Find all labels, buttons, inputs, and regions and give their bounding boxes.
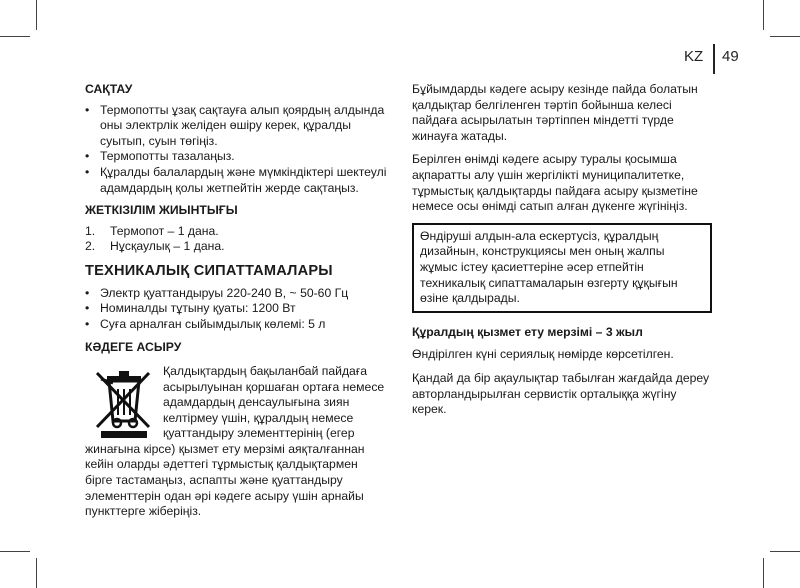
crop-mark <box>770 36 800 37</box>
list-item <box>85 239 387 255</box>
item-text: Нұсқаулық – 1 дана. <box>110 239 225 254</box>
crop-mark <box>0 36 30 37</box>
crop-mark <box>763 0 764 30</box>
language-code: KZ <box>684 48 704 65</box>
crossed-out-wheelie-bin-icon <box>91 367 155 439</box>
disposal-heading: КӘДЕГЕ АСЫРУ <box>85 340 182 355</box>
crop-mark <box>0 551 30 552</box>
crop-mark <box>36 0 37 30</box>
disposal-paragraph: Бұйымдарды кәдеге асыру кезінде пайда болатын қалдықтар белгіленген тәртіп бойынша келесі пайдаға асырылатын тәртіппен міндетті түрде жинауға жатады. <box>412 82 698 143</box>
kit-heading: ЖЕТКІЗІЛІМ ЖИЫНТЫҒЫ <box>85 203 238 218</box>
header-divider <box>713 44 715 74</box>
list-item: • Номиналды тұтыну қуаты: 1200 Вт <box>85 301 387 317</box>
list-item: • Термопотты ұзақ сақтауға алып қоярдың алдында оны электрлік желіден өшіру керек, құралды суытып, суын төгіңіз. <box>85 103 387 150</box>
list-item: • Құралды балалардың және мүмкіндіктері шектеулі адамдардың қолы жетпейтін жерде сақтаңыз. <box>85 165 387 196</box>
list-item: • Электр қуаттандыруы 220-240 В, ~ 50-60 Гц <box>85 286 387 302</box>
crop-mark <box>770 551 800 552</box>
crop-mark <box>763 558 764 588</box>
list-item: • Суға арналған сыйымдылық көлемі: 5 л <box>85 317 387 333</box>
item-number: 2. <box>85 239 96 254</box>
item-number: 1. <box>85 223 96 238</box>
service-center-paragraph: Қандай да бір ақаулықтар табылған жағдайда дереу авторландырылған сервистік орталыққа жүгіну керек. <box>412 370 710 417</box>
service-life-heading: Құралдың қызмет ету мерзімі – 3 жыл <box>412 324 643 339</box>
specs-list <box>85 286 387 333</box>
production-date-paragraph: Өндірілген күні сериялық нөмірде көрсетілген. <box>412 347 674 362</box>
list-item: • Термопотты тазалаңыз. <box>85 149 387 165</box>
disposal-section <box>85 364 387 520</box>
specs-heading: ТЕХНИКАЛЫҚ СИПАТТАМАЛАРЫ <box>85 262 333 279</box>
disposal-text: Қалдықтардың бақыланбай пайдаға асырылуынан қоршаған ортаға немесе адамдардың денсаулығына зиян келтірмеу үшін, құралдың немесе қуаттандыру элементтерінің (егер жинағына кірсе) қызмет ету мерзімі аяқталғаннан кейін оларды әдеттегі тұрмыстық қалдықтармен бірге тастамаңыз, аспапты және қуаттандыру элементтерін одан әрі кәдеге асыру үшін арнайы пункттерге жіберіңіз. <box>85 363 385 519</box>
left-column <box>85 82 387 520</box>
info-paragraph: Берілген өнімді кәдеге асыру туралы қосымша ақпаратты алу үшін жергілікті муниципалитетке, тұрмыстық қалдықтарды пайдаға асыру қызметіне немесе осы өнімді сатып алған дүкенге жүгініңіз. <box>412 152 698 214</box>
item-text: Термопот – 1 дана. <box>110 223 219 238</box>
list-item <box>85 224 387 240</box>
right-column <box>412 82 712 426</box>
crop-mark <box>36 558 37 588</box>
page-number: 49 <box>722 48 739 65</box>
manufacturer-notice: Өндіруші алдын-ала ескертусіз, құралдың дизайнын, конструкциясы мен оның жалпы жұмыс істеу қасиеттеріне әсер етпейтін техникалық сипаттамаларын өзгерту құқығын өзіне қалдырады. <box>412 223 712 313</box>
storage-list <box>85 103 387 197</box>
kit-list <box>85 224 387 255</box>
storage-heading: САҚТАУ <box>85 82 133 96</box>
